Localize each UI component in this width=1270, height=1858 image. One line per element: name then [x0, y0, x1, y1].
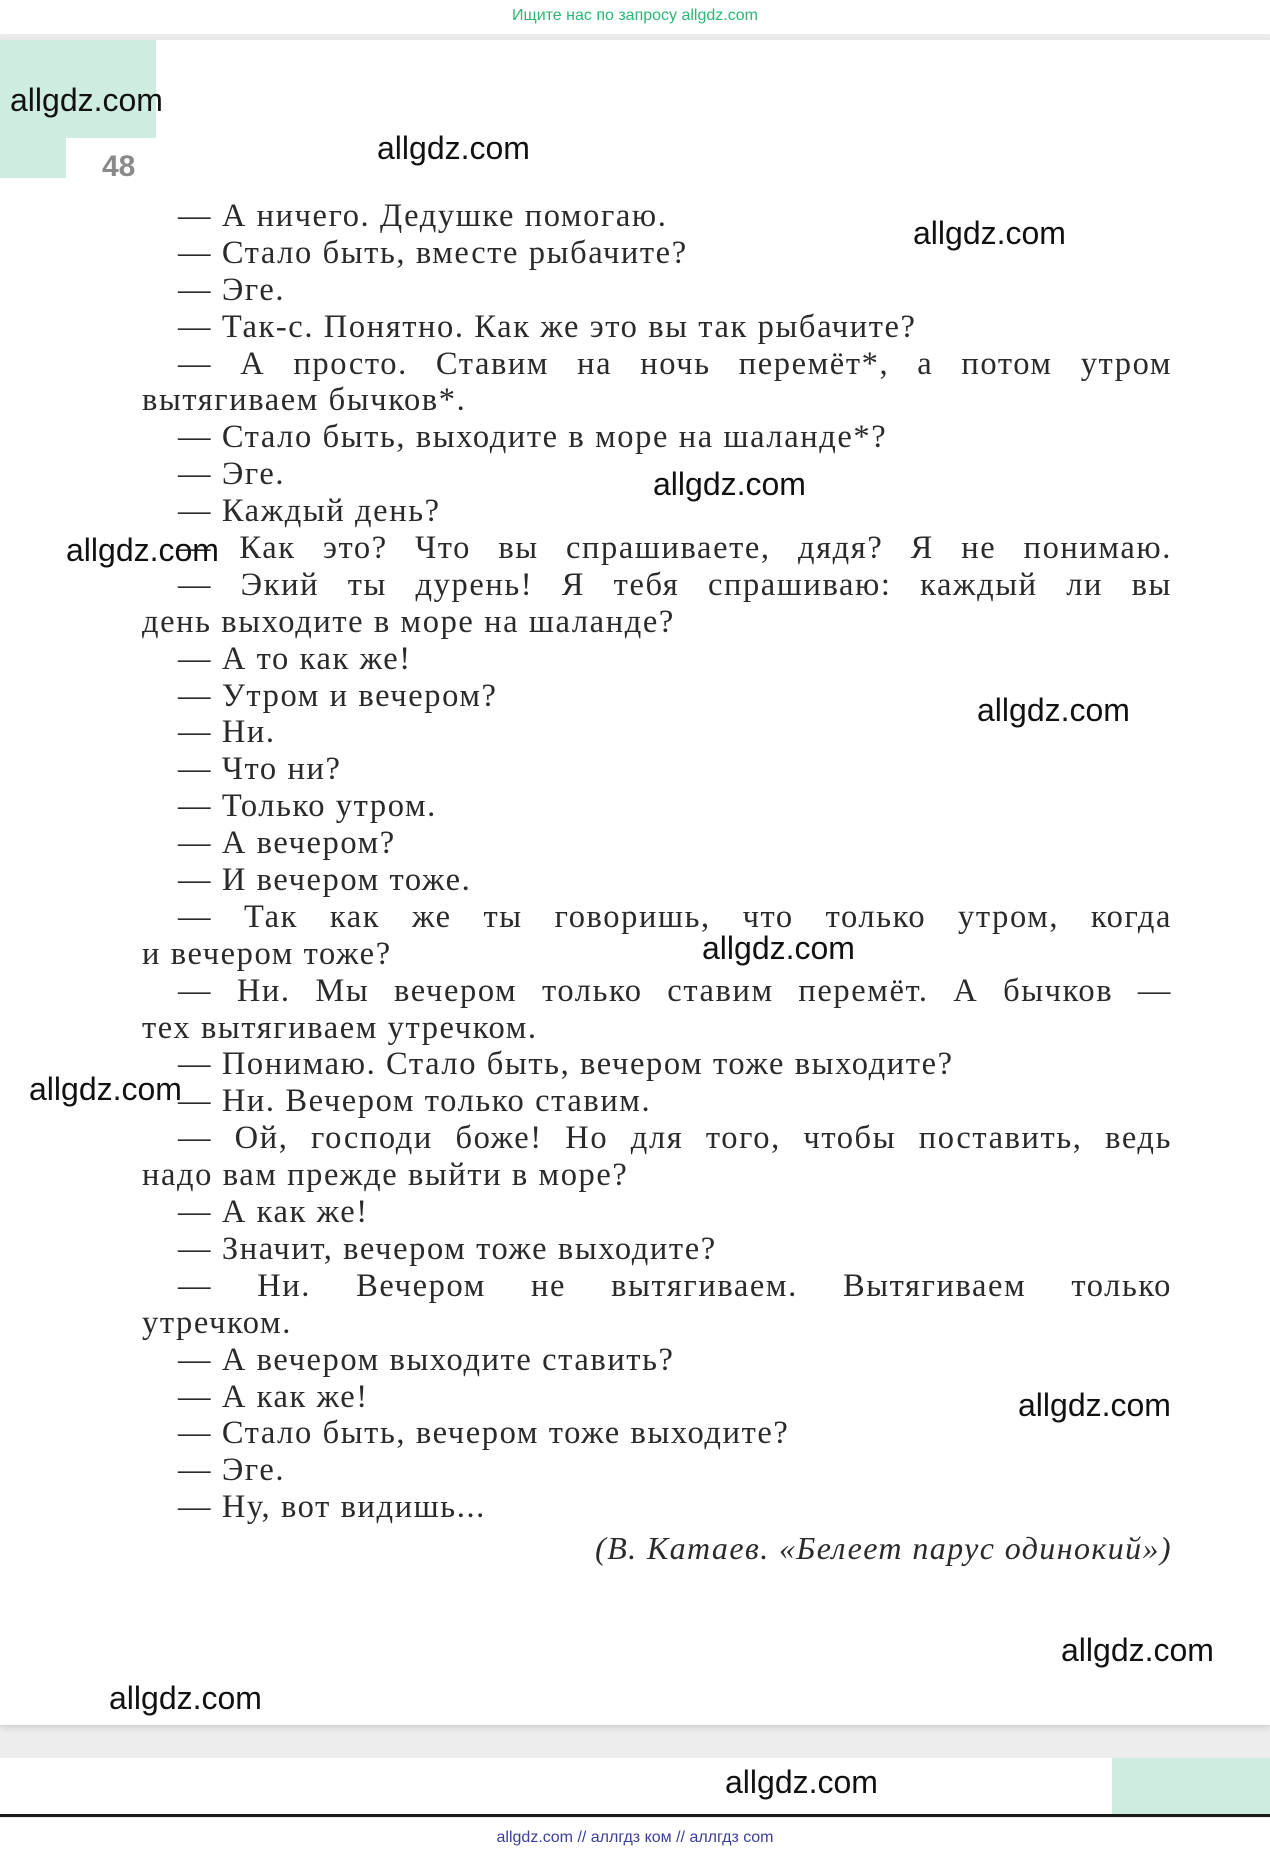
watermark: allgdz.com [977, 692, 1130, 728]
text-line: — Так-с. Понятно. Как же это вы так рыбачите? [178, 308, 917, 345]
watermark: allgdz.com [913, 215, 1066, 251]
text-line: — Так как же ты говоришь, что только утром, когда [178, 898, 1172, 935]
text-line: — Экий ты дурень! Я тебя спрашиваю: каждый ли вы [178, 566, 1172, 603]
text-line: — А как же! [178, 1378, 369, 1415]
text-line: — А вечером? [178, 825, 396, 862]
watermark: allgdz.com [653, 466, 806, 502]
text-line: — Ну, вот видишь... [178, 1489, 486, 1526]
text-line: — Эге. [178, 1452, 286, 1489]
text-line: — Как это? Что вы спрашиваете, дядя? Я не понимаю. [178, 530, 1172, 567]
text-line: вытягиваем бычков*. [142, 382, 467, 419]
text-line: — Ни. Мы вечером только ставим перемёт. А бычков — [178, 972, 1172, 1009]
divider [0, 1814, 1270, 1817]
text-line: — А вечером выходите ставить? [178, 1341, 675, 1378]
watermark: allgdz.com [66, 532, 219, 568]
next-page-strip [0, 1758, 1270, 1814]
watermark: allgdz.com [725, 1764, 878, 1800]
top-banner[interactable]: Ищите нас по запросу allgdz.com [0, 0, 1270, 34]
text-line: — А ничего. Дедушке помогаю. [178, 198, 668, 234]
text-line: надо вам прежде выйти в море? [142, 1157, 629, 1194]
text-line: — Стало быть, вечером тоже выходите? [178, 1415, 790, 1452]
text-line: — Каждый день? [178, 493, 441, 530]
next-page-corner-tab [1112, 1758, 1270, 1814]
watermark: allgdz.com [702, 930, 855, 966]
text-line: — Ой, господи боже! Но для того, чтобы поставить, ведь [178, 1120, 1172, 1157]
text-line: утречком. [142, 1304, 292, 1341]
text-line: — И вечером тоже. [178, 862, 472, 899]
text-line: — Ни. [178, 714, 276, 751]
text-line: тех вытягиваем утречком. [142, 1009, 538, 1046]
text-line: — Понимаю. Стало быть, вечером тоже выходите? [178, 1046, 954, 1083]
watermark: allgdz.com [377, 130, 530, 166]
watermark: allgdz.com [109, 1680, 262, 1716]
watermark: allgdz.com [1018, 1387, 1171, 1423]
text-line: — Только утром. [178, 788, 437, 825]
text-line: — Ни. Вечером только ставим. [178, 1083, 652, 1120]
text-line: и вечером тоже? [142, 935, 392, 972]
text-line: — А то как же! [178, 640, 412, 677]
watermark: allgdz.com [29, 1071, 182, 1107]
watermark: allgdz.com [1061, 1632, 1214, 1668]
text-line: — Эге. [178, 456, 286, 493]
text-line: — Утром и вечером? [178, 677, 498, 714]
attribution: (В. Катаев. «Белеет парус одинокий») [595, 1530, 1172, 1566]
text-line: день выходите в море на шаланде? [142, 603, 675, 640]
text-line: — Ни. Вечером не вытягиваем. Вытягиваем только [178, 1267, 1172, 1304]
text-line: — Значит, вечером тоже выходите? [178, 1230, 717, 1267]
footer-links[interactable]: allgdz.com // аллгдз ком // аллгдз com [0, 1818, 1270, 1858]
text-line: — Эге. [178, 271, 286, 308]
text-line: — А как же! [178, 1194, 369, 1231]
dialogue-text [142, 198, 1172, 1526]
page-number: 48 [102, 150, 136, 183]
watermark: allgdz.com [10, 82, 163, 118]
text-line: — Стало быть, выходите в море на шаланде*? [178, 419, 888, 456]
text-line: — Стало быть, вместе рыбачите? [178, 234, 688, 271]
text-line: — А просто. Ставим на ночь перемёт*, а потом утром [178, 345, 1172, 382]
text-line: — Что ни? [178, 751, 342, 788]
